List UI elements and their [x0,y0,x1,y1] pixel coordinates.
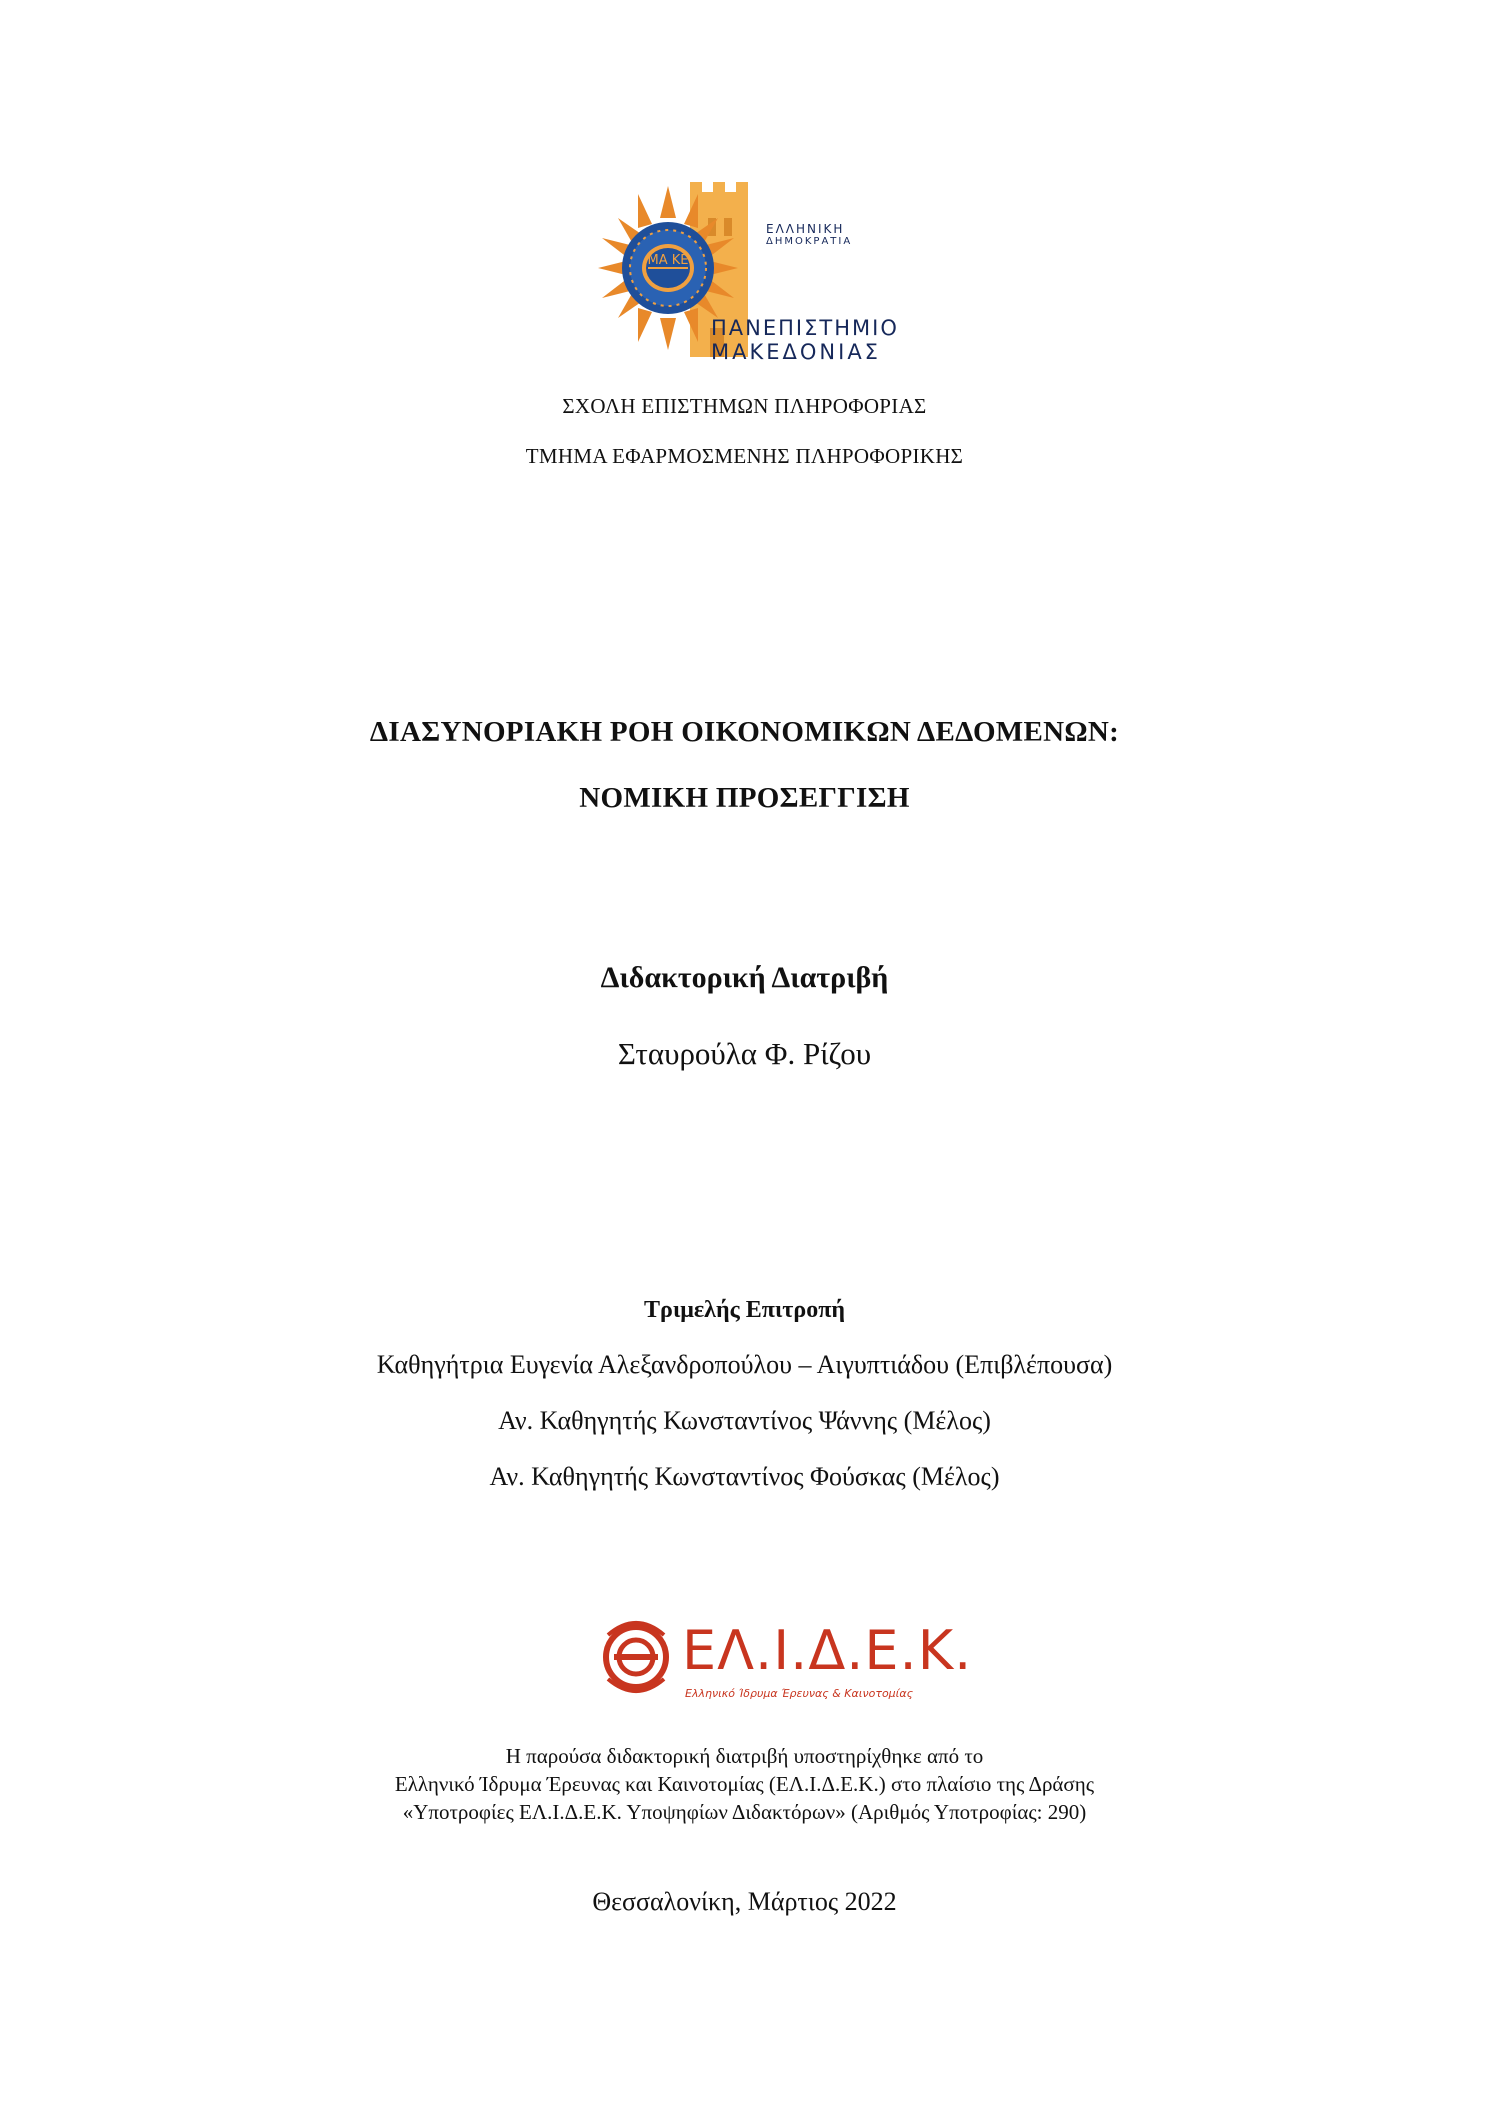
committee-heading: Τριμελής Επιτροπή [644,1297,845,1323]
document-type: Διδακτορική Διατριβή [600,961,889,994]
committee-member: Αν. Καθηγητής Κωνσταντίνος Φούσκας (Μέλος) [489,1462,1000,1491]
department-name: ΤΜΗΜΑ ΕΦΑΡΜΟΣΜΕΝΗΣ ΠΛΗΡΟΦΟΡΙΚΗΣ [525,444,964,468]
funder-wordmark: ΕΛ.Ι.Δ.Ε.Κ. [682,1619,973,1682]
thesis-title-line-1: ΔΙΑΣΥΝΟΡΙΑΚΗ ΡΟΗ ΟΙΚΟΝΟΜΙΚΩΝ ΔΕΔΟΜΕΝΩΝ: [369,716,1120,748]
thesis-title-line-2: ΝΟΜΙΚΗ ΠΡΟΣΕΓΓΙΣΗ [579,782,910,814]
university-logo [598,178,908,368]
author-name: Σταυρούλα Φ. Ρίζου [617,1036,872,1071]
funding-note-line: «Υποτροφίες ΕΛ.Ι.Δ.Ε.Κ. Υποψηφίων Διδακτόρων» (Αριθμός Υποτροφίας: 290) [402,1800,1087,1824]
funding-note-line: Ελληνικό Ίδρυμα Έρευνας και Καινοτομίας (ΕΛ.Ι.Δ.Ε.Κ.) στο πλαίσιο της Δράσης [394,1772,1095,1796]
svg-text:ΜΑ ΚΕ: ΜΑ ΚΕ [647,253,689,268]
committee-member: Αν. Καθηγητής Κωνσταντίνος Ψάννης (Μέλος) [498,1406,991,1435]
place-and-date: Θεσσαλονίκη, Μάρτιος 2022 [592,1887,897,1916]
funding-note-line: Η παρούσα διδακτορική διατριβή υποστηρίχθηκε από το [505,1744,984,1768]
funder-logo [600,1613,973,1705]
school-name: ΣΧΟΛΗ ΕΠΙΣΤΗΜΩΝ ΠΛΗΡΟΦΟΡΙΑΣ [562,394,927,418]
committee-member: Καθηγήτρια Ευγενία Αλεξανδροπούλου – Αιγυπτιάδου (Επιβλέπουσα) [376,1350,1113,1379]
elidek-emblem-icon [600,1613,680,1705]
state-label-line-1: ΕΛΛΗΝΙΚΗ [766,222,845,236]
university-name-line-2: ΜΑΚΕΔΟΝΙΑΣ [711,340,881,364]
funder-subtitle: Ελληνικό Ίδρυμα Έρευνας & Καινοτομίας [685,1687,914,1700]
university-name-line-1: ΠΑΝΕΠΙΣΤΗΜΙΟ [711,316,899,340]
state-label-line-2: ΔΗΜΟΚΡΑΤΙΑ [766,236,853,247]
